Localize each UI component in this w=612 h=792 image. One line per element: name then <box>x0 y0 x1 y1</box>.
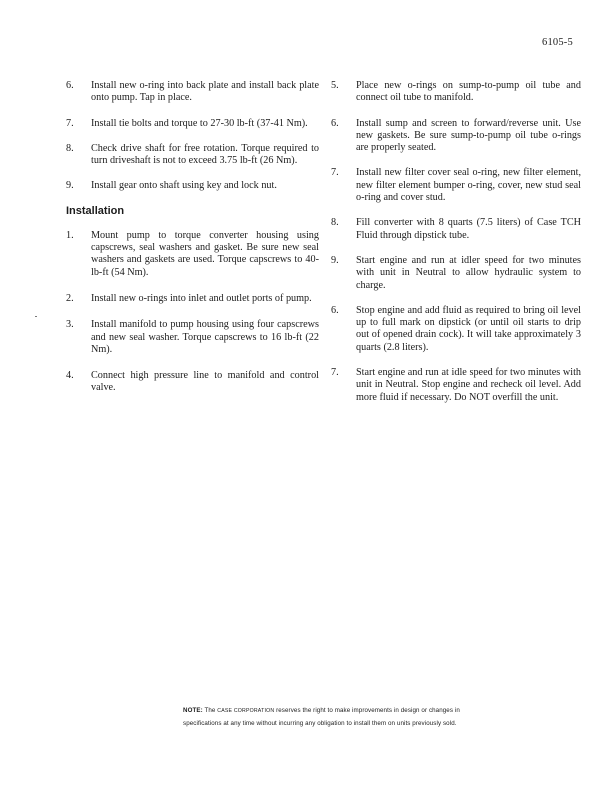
item-text: Install new filter cover seal o-ring, new filter element, new filter element bumper o-ring, cover, new stud seal o-ring and cover stud. <box>356 167 581 204</box>
item-number: 7. <box>66 117 74 129</box>
item-number: 1. <box>66 229 74 241</box>
item-text: Place new o-rings on sump-to-pump oil tube and connect oil tube to manifold. <box>356 80 581 104</box>
list-item <box>331 167 581 204</box>
note-pre: The <box>204 707 216 714</box>
note-corporation: CASE CORPORATION <box>217 708 275 714</box>
list-item <box>66 118 319 130</box>
item-number: 7. <box>331 167 339 179</box>
item-text: Install sump and screen to forward/reverse unit. Use new gaskets. Be sure sump-to-pump oil tube o-rings are properly seated. <box>356 117 581 154</box>
item-text: Check drive shaft for free rotation. Torque required to turn driveshaft is not to exceed 3.75 lb-ft (26 Nm). <box>91 142 319 167</box>
item-text: Install gear onto shaft using key and lock nut. <box>91 180 277 192</box>
item-text: Install manifold to pump housing using four capscrews and new seal washer. Torque capscrews to 16 lb-ft (22 Nm). <box>91 319 319 355</box>
item-number: 5. <box>331 80 339 91</box>
footer-note <box>183 705 499 729</box>
item-number: 6. <box>66 80 74 91</box>
list-item <box>66 370 319 395</box>
left-column <box>66 80 319 395</box>
list-item <box>66 293 319 305</box>
list-item <box>66 319 319 356</box>
list-item <box>331 255 581 292</box>
page-number: 6105-5 <box>542 37 573 48</box>
item-number: 8. <box>66 142 74 154</box>
list-item <box>331 305 581 354</box>
item-text: Install new o-ring into back plate and install back plate onto pump. Tap in place. <box>91 80 319 104</box>
list-item <box>66 143 319 168</box>
item-text: Connect high pressure line to manifold and control valve. <box>91 370 319 394</box>
scan-speck <box>35 316 37 317</box>
list-item <box>331 367 581 404</box>
item-text: Install tie bolts and torque to 27-30 lb-ft (37-41 Nm). <box>91 117 308 129</box>
item-text: Start engine and run at idle speed for two minutes with unit in Neutral. Stop engine and recheck oil level. Add more fluid if necessary. Do NOT overfill the unit. <box>356 367 581 403</box>
list-item <box>331 217 581 242</box>
note-body: reserves the right to make improvements in design or changes in specifications at any time without incurring any obligation to install them on units previously sold. <box>183 707 460 727</box>
section-heading: Installation <box>66 204 125 217</box>
item-number: 3. <box>66 319 74 331</box>
item-text: Stop engine and add fluid as required to bring oil level up to full mark on dipstick (or until oil starts to drip out of opened drain cock). It will take approximately 3 quarts (2.8 liters). <box>356 304 581 353</box>
list-item <box>331 80 581 105</box>
list-item <box>66 230 319 279</box>
item-text: Fill converter with 8 quarts (7.5 liters) of Case TCH Fluid through dipstick tube. <box>356 217 581 241</box>
item-text: Install new o-rings into inlet and outlet ports of pump. <box>91 292 312 304</box>
right-column <box>331 80 581 404</box>
item-number: 6. <box>331 117 339 129</box>
item-number: 9. <box>66 180 74 192</box>
item-number: 8. <box>331 217 339 229</box>
note-label: NOTE: <box>183 707 203 714</box>
list-item <box>66 80 319 105</box>
list-item <box>66 180 319 192</box>
item-number: 4. <box>66 370 74 382</box>
item-number: 9. <box>331 254 339 266</box>
item-number: 2. <box>66 292 74 304</box>
item-text: Mount pump to torque converter housing using capscrews, seal washers and gasket. Be sure new seal washers and gaskets are used. Torque capscrews to 40-lb-ft (54 Nm). <box>91 229 319 278</box>
item-text: Start engine and run at idler speed for two minutes with unit in Neutral to allow hydraulic system to charge. <box>356 254 581 291</box>
item-number: 6. <box>331 304 339 316</box>
list-item <box>331 118 581 155</box>
item-number: 7. <box>331 367 339 379</box>
